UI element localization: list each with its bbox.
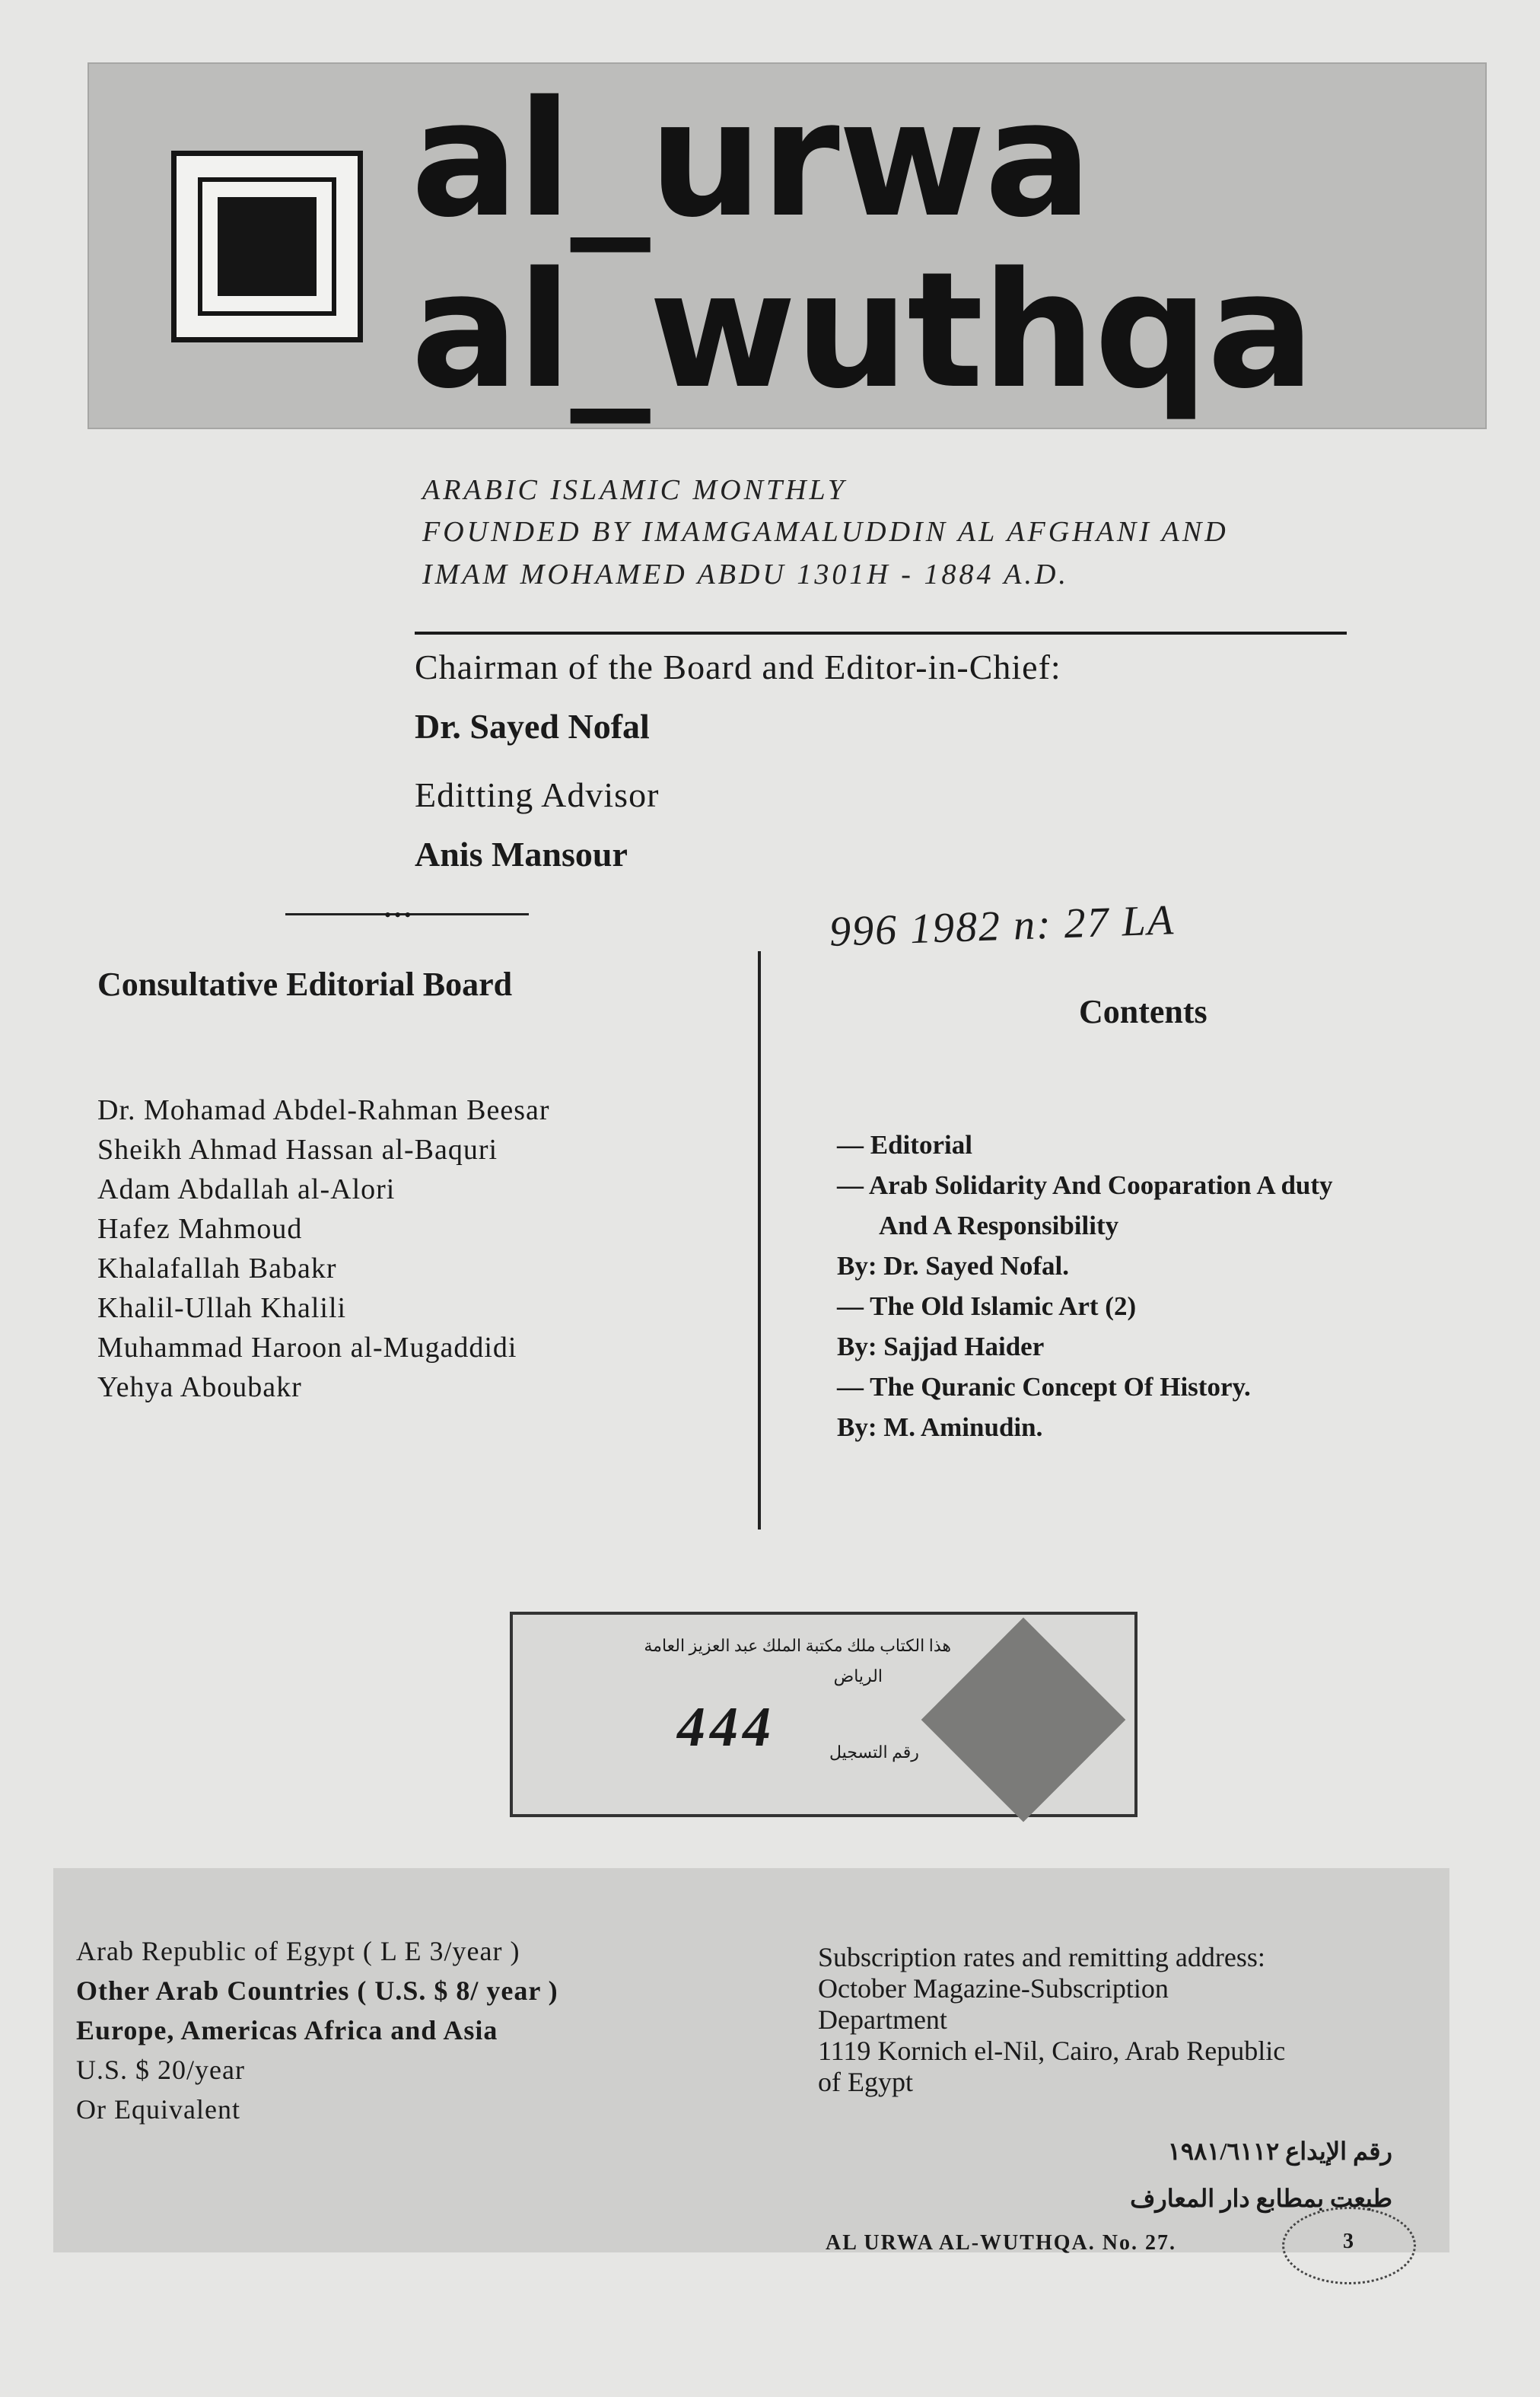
consultative-heading: Consultative Editorial Board — [97, 966, 513, 1003]
list-item: Sheikh Ahmad Hassan al-Baquri — [97, 1134, 498, 1166]
intro-rule — [415, 632, 1347, 635]
list-item: 1119 Kornich el-Nil, Cairo, Arab Republic — [818, 2036, 1286, 2066]
contents-heading: Contents — [1079, 993, 1208, 1030]
list-item: Arab Republic of Egypt ( L E 3/year ) — [76, 1936, 520, 1966]
advisor-name: Anis Mansour — [415, 835, 628, 874]
list-item: By: M. Aminudin. — [837, 1412, 1043, 1442]
page-number: 3 — [1343, 2230, 1355, 2253]
list-item: Yehya Aboubakr — [97, 1371, 302, 1403]
list-item: Dr. Mohamad Abdel-Rahman Beesar — [97, 1094, 550, 1126]
list-item: Khalafallah Babakr — [97, 1253, 337, 1284]
list-item: Muhammad Haroon al-Mugaddidi — [97, 1332, 517, 1364]
list-item: — Arab Solidarity And Cooparation A duty — [837, 1170, 1333, 1200]
stamp-line-1: هذا الكتاب ملك مكتبة الملك عبد العزيز العامة — [644, 1636, 951, 1655]
intro-line-1: ARABIC ISLAMIC MONTHLY — [422, 474, 848, 506]
consultative-list — [97, 1090, 550, 1407]
list-item: — Editorial — [837, 1130, 972, 1160]
chairman-name: Dr. Sayed Nofal — [415, 707, 650, 746]
list-item: Adam Abdallah al-Alori — [97, 1173, 396, 1205]
column-divider — [758, 951, 761, 1530]
rates-list — [76, 1931, 558, 2129]
list-item: Department — [818, 2004, 947, 2035]
handwritten-note: 996 1982 n: 27 LA — [829, 896, 1176, 956]
address-list — [818, 1942, 1285, 2098]
title-line-2: al_wuthqa — [411, 237, 1314, 424]
list-item: October Magazine-Subscription — [818, 1973, 1169, 2004]
deposit-number: رقم الإيداع ١٩٨١/٦١١٢ — [1167, 2138, 1392, 2165]
contents-list — [837, 1125, 1333, 1447]
stamp-line-2: الرياض — [833, 1666, 883, 1686]
list-item: U.S. $ 20/year — [76, 2055, 245, 2085]
list-item: Hafez Mahmoud — [97, 1213, 303, 1245]
logo-core — [218, 197, 317, 296]
list-item: Or Equivalent — [76, 2094, 240, 2125]
stamp-label: رقم التسجيل — [829, 1743, 919, 1762]
list-item: By: Dr. Sayed Nofal. — [837, 1251, 1069, 1281]
list-item: of Egypt — [818, 2067, 913, 2097]
list-item: And A Responsibility — [879, 1211, 1119, 1240]
intro-line-2: FOUNDED BY IMAMGAMALUDDIN AL AFGHANI AND — [422, 516, 1229, 548]
list-item: By: Sajjad Haider — [837, 1332, 1045, 1361]
list-item: Subscription rates and remitting address: — [818, 1942, 1265, 1972]
list-item: Europe, Americas Africa and Asia — [76, 2015, 498, 2045]
society-logo — [171, 151, 363, 342]
intro-line-3: IMAM MOHAMED ABDU 1301H - 1884 A.D. — [422, 559, 1069, 590]
printer-line: طبعت بمطابع دار المعارف — [1130, 2185, 1392, 2212]
chairman-label: Chairman of the Board and Editor-in-Chief: — [415, 648, 1061, 686]
title-line-1: al_urwa — [411, 66, 1091, 253]
footer-title: AL URWA AL-WUTHQA. No. 27. — [826, 2231, 1176, 2255]
list-item: Khalil-Ullah Khalili — [97, 1292, 347, 1324]
ornament-dots: ••• — [384, 904, 415, 926]
stamp-number: 444 — [677, 1696, 775, 1759]
list-item: — The Old Islamic Art (2) — [837, 1291, 1137, 1321]
advisor-label: Editting Advisor — [415, 775, 660, 814]
list-item: — The Quranic Concept Of History. — [837, 1372, 1251, 1402]
list-item: Other Arab Countries ( U.S. $ 8/ year ) — [76, 1975, 558, 2006]
